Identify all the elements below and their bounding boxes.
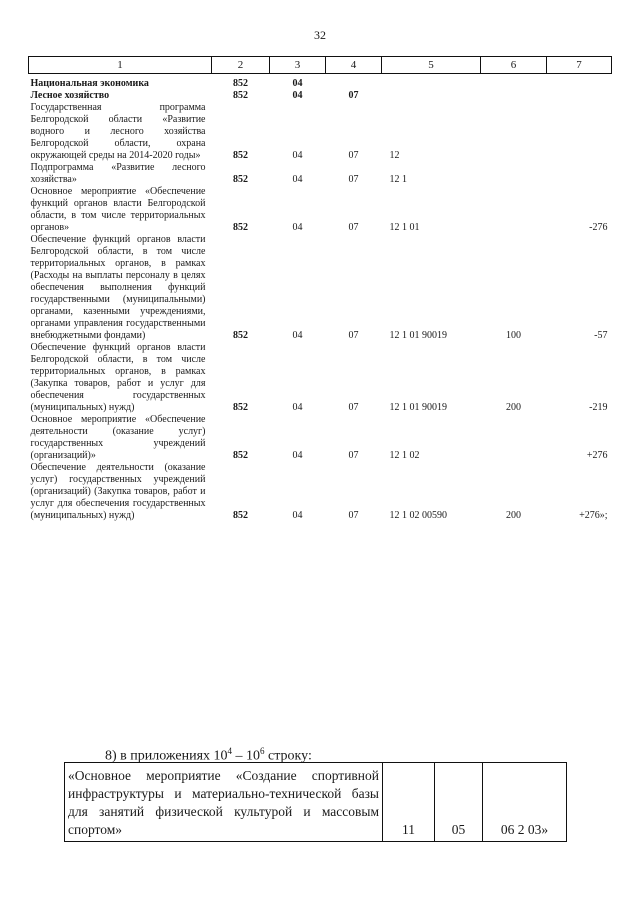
row-code-6	[481, 102, 547, 162]
row-code-6	[481, 186, 547, 234]
row-code-2: 852	[233, 450, 248, 461]
row-code-2: 852	[233, 510, 248, 521]
row-name: Лесное хозяйство	[30, 90, 110, 101]
table-row	[29, 78, 612, 90]
row-code-5	[382, 90, 481, 102]
row-code-3: 04	[292, 174, 303, 185]
row-amount	[547, 102, 612, 162]
table-row	[29, 342, 612, 414]
row-name: Основное мероприятие «Обеспечение функций органов власти Белгородской области, в том числе территориальных органов»	[30, 186, 206, 233]
row-code-6	[481, 162, 547, 186]
row-code-5: 12 1 01	[389, 222, 420, 233]
page-number: 32	[314, 28, 326, 42]
insert-row-code-4: 06 2 03»	[483, 763, 567, 842]
table-row	[29, 414, 612, 462]
insert-row-text: «Основное мероприятие «Создание спортивной инфраструктуры и материально-технической базы для занятий физической культурой и массовым спортом»	[65, 763, 383, 842]
row-code-4: 07	[348, 174, 359, 185]
table-row	[29, 102, 612, 162]
amendment-middle: – 10	[232, 748, 261, 764]
row-code-3: 04	[292, 402, 303, 413]
insert-row-code-3: 05	[435, 763, 483, 842]
header-col-7: 7	[547, 57, 612, 74]
row-code-5: 12	[389, 150, 400, 161]
row-code-6	[481, 414, 547, 462]
amendment-sup-2: 6	[260, 746, 265, 756]
header-col-3: 3	[270, 57, 326, 74]
budget-table	[28, 56, 612, 522]
row-code-4: 07	[348, 90, 359, 101]
row-code-5: 12 1	[389, 174, 407, 185]
table-row	[29, 186, 612, 234]
row-code-6: 200	[506, 510, 521, 521]
table-row	[29, 234, 612, 342]
row-code-3: 04	[292, 330, 303, 341]
row-name: Обеспечение функций органов власти Белгородской области, в том числе территориальных органов, в рамках (Расходы на выплаты персоналу в целях обеспечения выполнения функций государственными (муниципальными) органами, казенными учреждениями, органами управления государственными внебюджетными фондами)	[30, 234, 206, 341]
row-amount	[547, 90, 612, 102]
row-code-4: 07	[348, 510, 359, 521]
amendment-suffix: строку:	[264, 748, 312, 764]
row-code-6: 200	[506, 402, 521, 413]
insert-table	[64, 762, 567, 842]
table-row	[29, 162, 612, 186]
row-code-2: 852	[233, 402, 248, 413]
row-code-3: 04	[292, 78, 303, 89]
row-code-5: 12 1 02 00590	[389, 510, 447, 521]
row-name: Основное мероприятие «Обеспечение деятельности (оказание услуг) государственных учреждений (организаций)»	[30, 414, 206, 461]
header-col-5: 5	[382, 57, 481, 74]
table-row	[29, 90, 612, 102]
row-code-2: 852	[233, 150, 248, 161]
amendment-sup-1: 4	[227, 746, 233, 756]
header-col-2: 2	[212, 57, 270, 74]
row-code-5: 12 1 01 90019	[389, 402, 447, 413]
row-code-4: 07	[348, 150, 359, 161]
row-code-4: 07	[348, 222, 359, 233]
table-row	[29, 462, 612, 522]
row-code-3: 04	[292, 90, 303, 101]
row-code-6: 100	[506, 330, 521, 341]
header-col-4: 4	[326, 57, 382, 74]
row-code-2: 852	[233, 222, 248, 233]
row-code-4: 07	[348, 330, 359, 341]
row-name: Обеспечение деятельности (оказание услуг) государственных учреждений (организаций) (Закупка товаров, работ и услуг для обеспечения государственных (муниципальных) нужд)	[30, 462, 206, 521]
row-code-2: 852	[233, 330, 248, 341]
row-code-3: 04	[292, 510, 303, 521]
row-amount	[547, 78, 612, 90]
header-col-1: 1	[29, 57, 212, 74]
row-code-6	[481, 90, 547, 102]
row-code-4: 07	[348, 402, 359, 413]
row-amount: +276»;	[579, 510, 608, 521]
row-amount: -219	[589, 402, 608, 413]
row-code-5: 12 1 01 90019	[389, 330, 447, 341]
row-code-2: 852	[233, 90, 248, 101]
row-amount: -276	[589, 222, 608, 233]
row-code-3: 04	[292, 150, 303, 161]
insert-row-code-2: 11	[383, 763, 435, 842]
row-code-5	[382, 78, 481, 90]
row-code-3: 04	[292, 222, 303, 233]
row-amount: -57	[594, 330, 608, 341]
insert-row	[65, 763, 567, 842]
row-code-2: 852	[233, 78, 248, 89]
row-name: Подпрограмма «Развитие лесного хозяйства»	[30, 162, 206, 185]
row-amount: +276	[586, 450, 608, 461]
row-name: Государственная программа Белгородской области «Развитие водного и лесного хозяйства Белгородской области, охрана окружающей среды на 2014-2020 годы»	[30, 102, 206, 161]
row-name: Национальная экономика	[30, 78, 149, 89]
header-col-6: 6	[481, 57, 547, 74]
row-name: Обеспечение функций органов власти Белгородской области, в том числе территориальных органов, в рамках (Закупка товаров, работ и услуг для обеспечения государственных (муниципальных) нужд)	[30, 342, 206, 413]
row-code-4	[326, 78, 382, 90]
row-amount	[547, 162, 612, 186]
row-code-6	[481, 78, 547, 90]
row-code-5: 12 1 02	[389, 450, 420, 461]
row-code-4: 07	[348, 450, 359, 461]
table-header-row	[29, 57, 612, 74]
row-code-3: 04	[292, 450, 303, 461]
amendment-prefix: 8) в приложениях 10	[105, 748, 228, 764]
row-code-2: 852	[233, 174, 248, 185]
